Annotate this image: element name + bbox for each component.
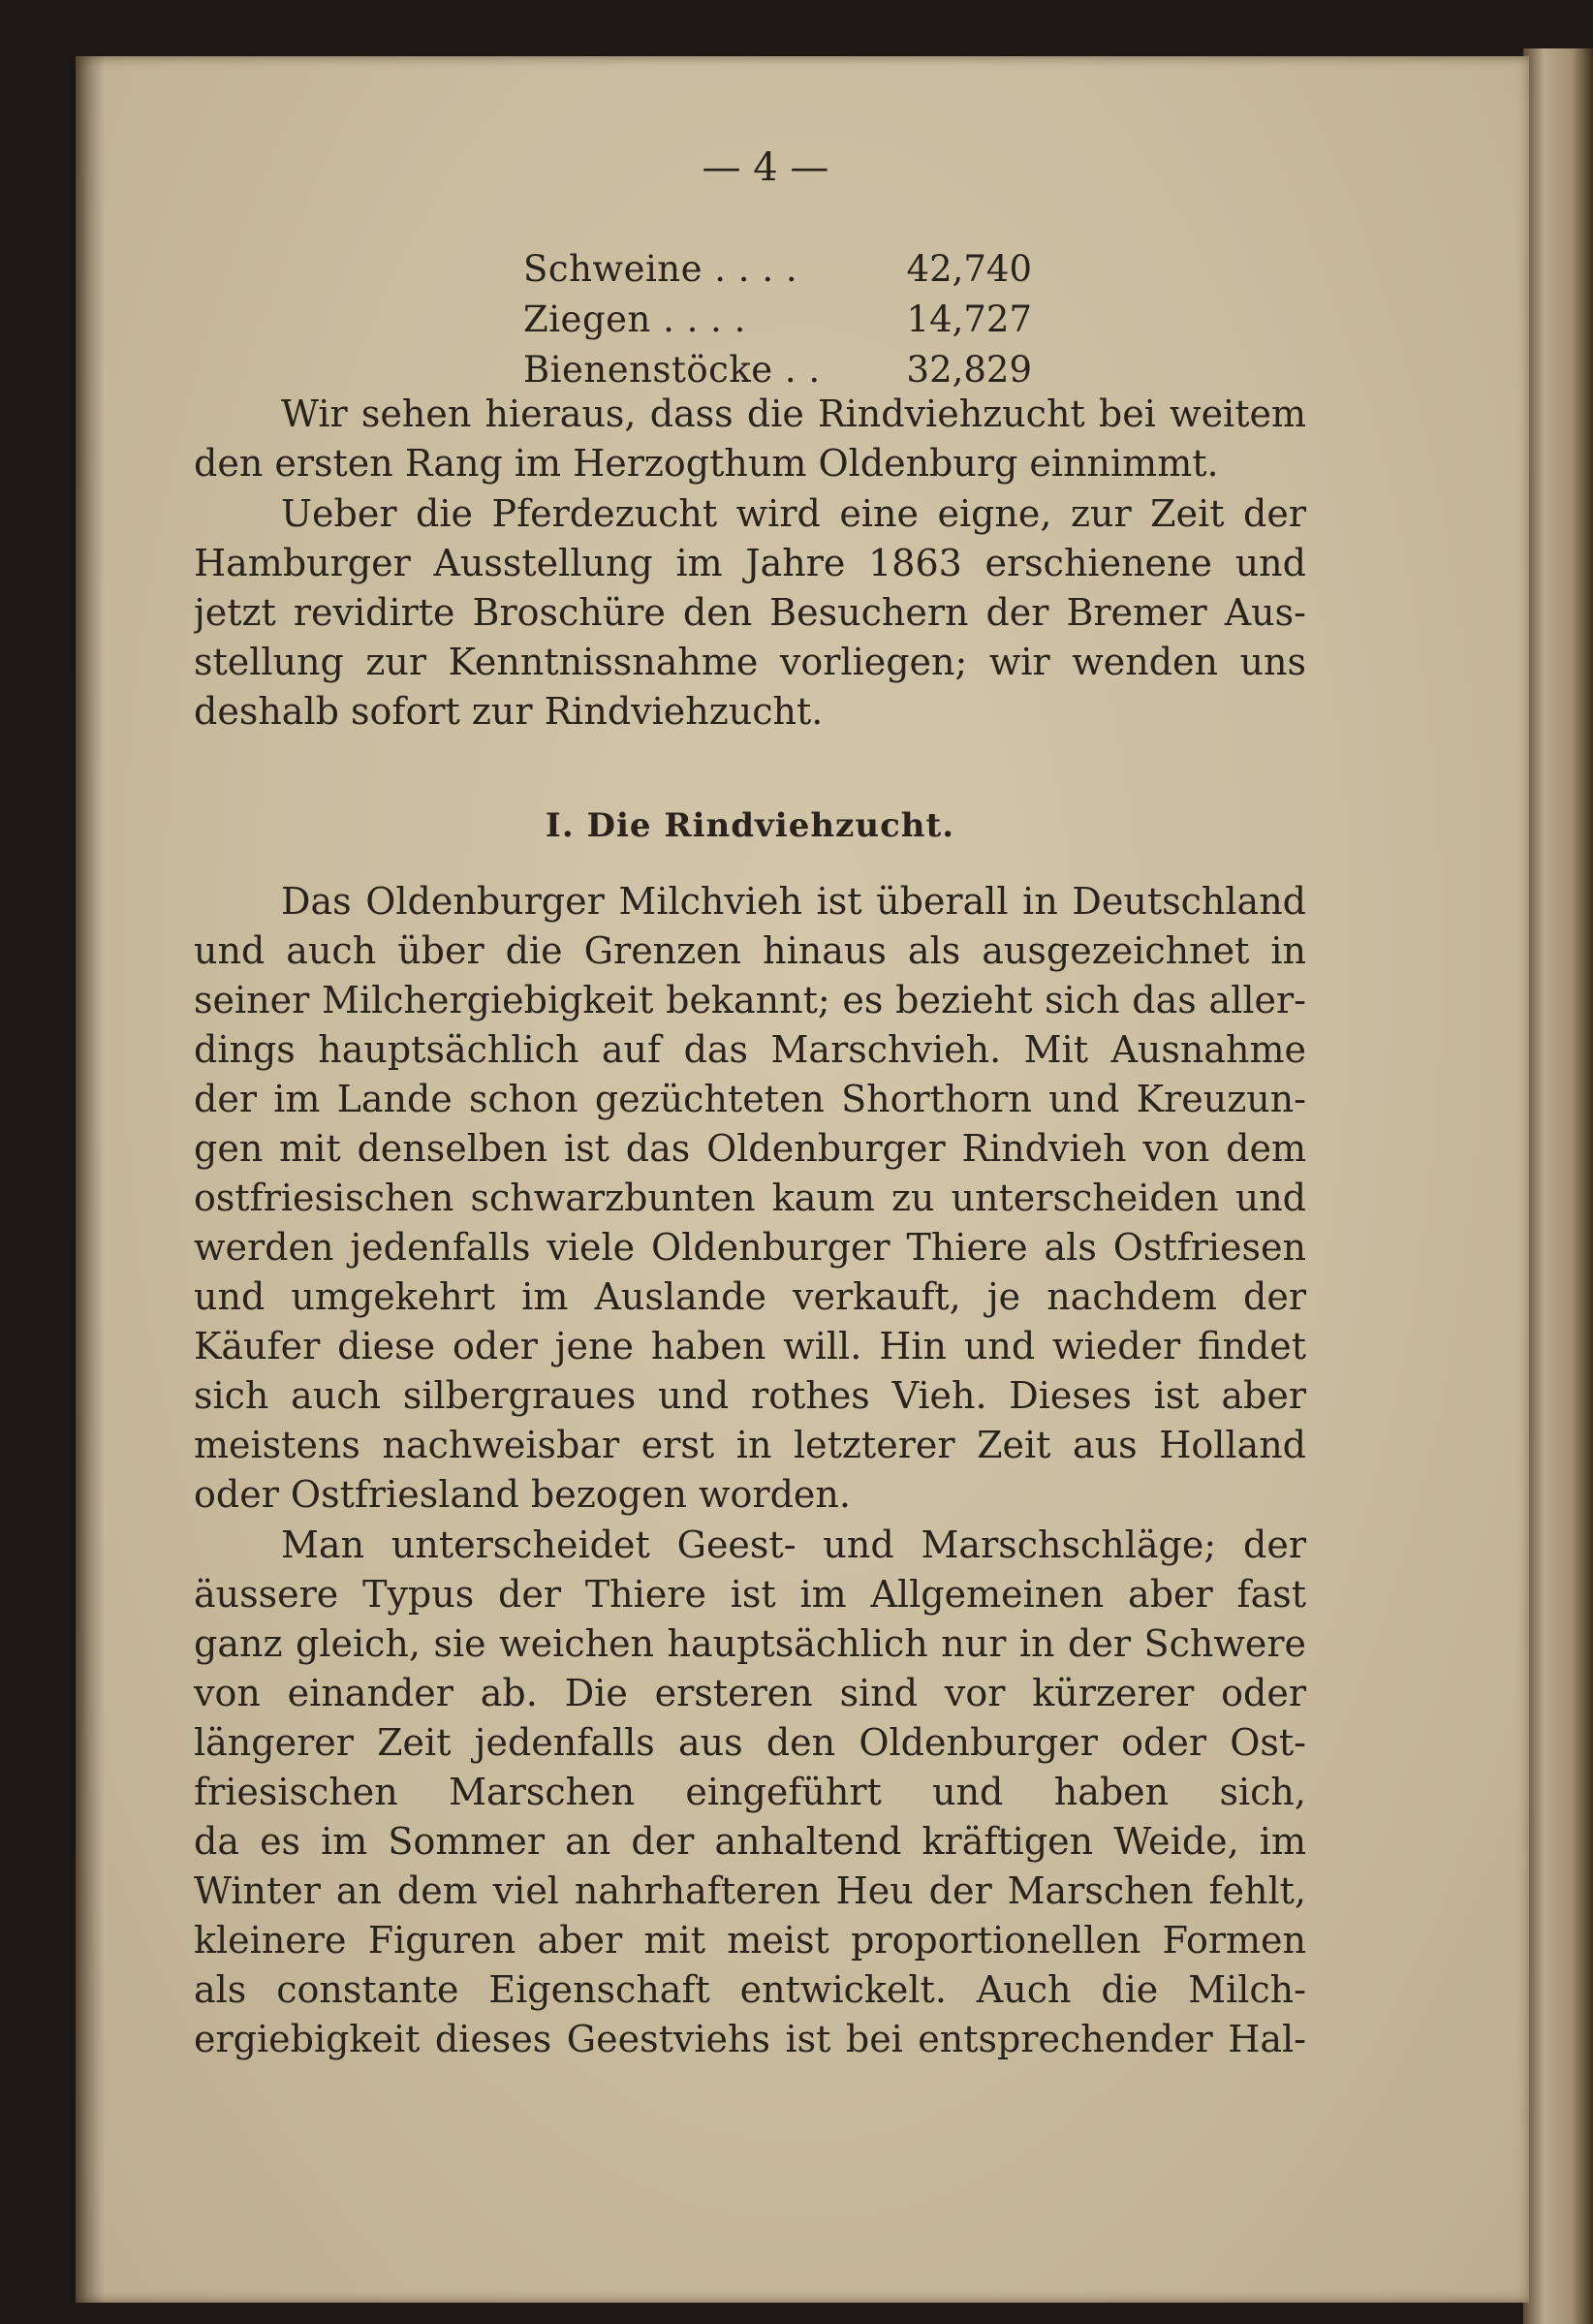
livestock-row <box>523 244 1032 295</box>
paragraph-dairy-cattle <box>194 877 1306 1520</box>
text-line: friesischen Marschen eingeführt und haben sich, <box>194 1771 1306 1813</box>
text-line: Ueber die Pferdezucht wird eine eigne, zur Zeit der <box>281 492 1306 535</box>
livestock-value: 14,727 <box>906 298 1032 340</box>
paragraph-summary <box>194 390 1306 488</box>
text-line: Wir sehen hieraus, dass die Rindviehzucht bei weitem <box>281 393 1306 435</box>
livestock-label: Ziegen . . . . <box>523 298 746 340</box>
livestock-value: 32,829 <box>906 349 1032 391</box>
text-line: seiner Milchergiebigkeit bekannt; es bezieht sich das aller- <box>194 979 1306 1021</box>
text-line: sich auch silbergraues und rothes Vieh. Dieses ist aber <box>194 1374 1306 1417</box>
livestock-row <box>523 345 1032 395</box>
text-line: äussere Typus der Thiere ist im Allgemeinen aber fast <box>194 1573 1306 1616</box>
text-line: oder Ostfriesland bezogen worden. <box>194 1473 851 1516</box>
text-line: Käufer diese oder jene haben will. Hin und wieder findet <box>194 1325 1306 1367</box>
text-line: deshalb sofort zur Rindviehzucht. <box>194 690 824 733</box>
text-line: ergiebigkeit dieses Geestviehs ist bei entsprechender Hal- <box>194 2018 1306 2060</box>
text-line: Das Oldenburger Milchvieh ist überall in Deutschland <box>281 880 1306 923</box>
text-line: von einander ab. Die ersteren sind vor kürzerer oder <box>194 1672 1306 1714</box>
page-number: — 4 — <box>702 145 829 190</box>
text-line: und umgekehrt im Auslande verkauft, je nachdem der <box>194 1275 1306 1318</box>
text-line: Winter an dem viel nahrhafteren Heu der Marschen fehlt, <box>194 1869 1306 1912</box>
text-line: da es im Sommer an der anhaltend kräftigen Weide, im <box>194 1820 1306 1863</box>
text-line: meistens nachweisbar erst in letzterer Zeit aus Holland <box>194 1424 1306 1466</box>
paragraph-horse-breeding <box>194 489 1306 737</box>
text-line: stellung zur Kenntnissnahme vorliegen; wir wenden uns <box>194 641 1306 683</box>
livestock-label: Bienenstöcke . . <box>523 349 821 391</box>
text-line: Hamburger Ausstellung im Jahre 1863 erschienene und <box>194 542 1306 584</box>
text-line: ganz gleich, sie weichen hauptsächlich nur in der Schwere <box>194 1622 1306 1665</box>
text-line: Man unterscheidet Geest- und Marschschläge; der <box>281 1523 1306 1566</box>
text-line: dings hauptsächlich auf das Marschvieh. Mit Ausnahme <box>194 1028 1306 1071</box>
text-line: längerer Zeit jedenfalls aus den Oldenburger oder Ost- <box>194 1721 1306 1764</box>
livestock-row <box>523 295 1032 345</box>
section-heading: I. Die Rindviehzucht. <box>545 806 955 845</box>
text-line: und auch über die Grenzen hinaus als ausgezeichnet in <box>194 929 1306 972</box>
text-line: den ersten Rang im Herzogthum Oldenburg einnimmt. <box>194 442 1219 485</box>
text-line: kleinere Figuren aber mit meist proportionellen Formen <box>194 1919 1306 1962</box>
text-line: gen mit denselben ist das Oldenburger Rindvieh von dem <box>194 1127 1306 1170</box>
text-line: jetzt revidirte Broschüre den Besuchern der Bremer Aus- <box>194 591 1306 634</box>
livestock-table <box>523 244 1032 395</box>
page-gutter-shadow <box>76 56 105 2303</box>
text-line: werden jedenfalls viele Oldenburger Thiere als Ostfriesen <box>194 1226 1306 1269</box>
livestock-value: 42,740 <box>906 248 1032 290</box>
text-line: als constante Eigenschaft entwickelt. Auch die Milch- <box>194 1968 1306 2011</box>
text-line: der im Lande schon gezüchteten Shorthorn und Kreuzun- <box>194 1078 1306 1120</box>
text-line: ostfriesischen schwarzbunten kaum zu unterscheiden und <box>194 1177 1306 1219</box>
paragraph-geest-marsh <box>194 1521 1306 2064</box>
book-page-edges <box>1523 48 1593 2324</box>
livestock-label: Schweine . . . . <box>523 248 798 290</box>
